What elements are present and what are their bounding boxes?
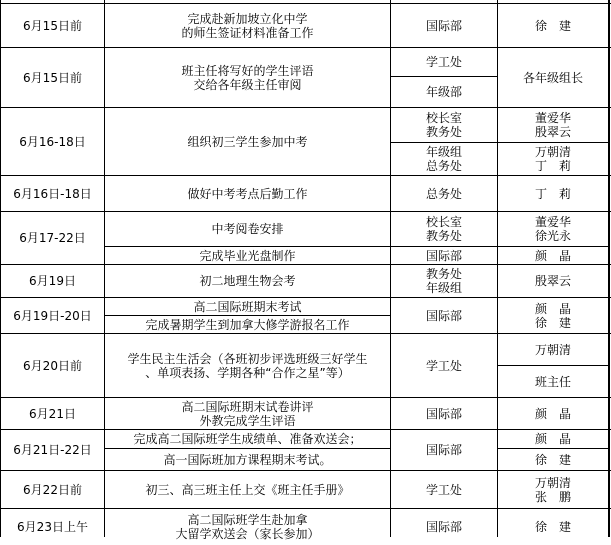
cell-text: 殷翠云 [534, 125, 571, 139]
cell-text: 校长室 [425, 215, 462, 229]
cell-text: 教务处 [425, 125, 462, 139]
cell-text: 年级组 [425, 281, 462, 295]
person-cell [498, 509, 608, 545]
cell-text: 国际部 [425, 18, 462, 33]
cell-text: 完成暑期学生到加拿大修学游报名工作 [145, 317, 350, 332]
cell-text: 总务处 [425, 186, 462, 201]
cell-text: 高二国际班期末试卷讲评 [181, 399, 314, 414]
cell-text: 做好中考考点后勤工作 [187, 186, 308, 201]
person-cell [498, 108, 608, 142]
task-cell [105, 4, 390, 47]
cell-text: 高二国际班期末考试 [193, 299, 302, 314]
person-cell [498, 48, 608, 107]
cell-text: 中考阅卷安排 [211, 222, 284, 236]
cell-text: 国际部 [425, 248, 462, 263]
date-cell [1, 4, 104, 47]
task-cell [105, 48, 390, 107]
cell-text: 组织初三学生参加中考 [187, 134, 308, 149]
cell-text: 初二地理生物会考 [199, 274, 296, 288]
cell-text: 6月21日 [29, 406, 76, 421]
task-cell [105, 265, 390, 297]
cell-text: 徐 建 [534, 452, 571, 467]
department-cell [391, 4, 497, 47]
cell-text: 丁 莉 [534, 159, 571, 173]
person-cell [498, 176, 608, 211]
cell-text: 学工处 [425, 358, 462, 373]
task-cell [105, 449, 390, 470]
cell-text: 张 鹏 [534, 489, 571, 504]
cell-text: 教务处 [425, 267, 462, 281]
task-cell [105, 509, 390, 545]
cell-text: 学工处 [425, 55, 462, 69]
date-cell [1, 398, 104, 429]
cell-text: 完成毕业光盘制作 [199, 248, 296, 263]
cell-text: 万朝清 [534, 475, 571, 490]
cell-text: 完成高二国际班学生成绩单、准备欢送会； [133, 432, 362, 446]
cell-text: 6月19日-20日 [13, 308, 92, 323]
cell-text: 丁 莉 [534, 186, 571, 201]
department-cell [391, 430, 497, 470]
task-cell [105, 398, 390, 429]
cell-text: 6月21日-22日 [13, 443, 92, 457]
cell-text: 徐 建 [534, 520, 571, 534]
cell-text: 颜 晶 [534, 248, 571, 263]
cell-text: 交给各年级主任审阅 [193, 77, 302, 92]
cell-text: 的师生签证材料准备工作 [181, 25, 314, 40]
cell-text: 颜 晶 [534, 432, 571, 446]
department-cell [391, 108, 497, 142]
department-cell [391, 48, 497, 76]
person-cell [498, 449, 608, 470]
cell-text: 总务处 [425, 159, 462, 173]
date-cell [1, 176, 104, 211]
cell-text: 董爱华 [534, 215, 571, 229]
date-cell [1, 212, 104, 264]
person-cell [498, 298, 608, 333]
cell-text: 6月15日前 [23, 18, 82, 33]
department-cell [391, 298, 497, 333]
cell-text: 外教完成学生评语 [199, 413, 296, 428]
date-cell [1, 298, 104, 333]
person-cell [498, 212, 608, 246]
cell-text: 徐光永 [534, 229, 571, 243]
cell-text: 国际部 [425, 308, 462, 323]
task-cell [105, 334, 390, 397]
task-cell [105, 298, 390, 315]
task-cell [105, 108, 390, 175]
cell-text: 教务处 [425, 229, 462, 243]
department-cell [391, 398, 497, 429]
date-cell [1, 108, 104, 175]
department-cell [391, 265, 497, 297]
task-cell [105, 247, 390, 264]
column-divider [497, 0, 498, 537]
cell-text: 各年级组长 [522, 70, 583, 85]
cell-text: 6月16-18日 [19, 134, 86, 149]
person-cell [498, 398, 608, 429]
person-cell [498, 430, 608, 448]
cell-text: 万朝清 [534, 145, 571, 159]
column-divider [390, 0, 391, 537]
department-cell [391, 212, 497, 246]
cell-text: 初三、高三班主任上交《班主任手册》 [145, 482, 350, 497]
department-cell [391, 247, 497, 264]
cell-text: 6月23日上午 [17, 520, 88, 534]
department-cell [391, 176, 497, 211]
date-cell [1, 471, 104, 508]
cell-text: 6月15日前 [23, 70, 82, 85]
date-cell [1, 509, 104, 545]
cell-text: 大留学欢送会（家长参加） [175, 527, 320, 541]
cell-text: 班主任将写好的学生评语 [181, 63, 314, 78]
date-cell [1, 430, 104, 470]
cell-text: 班主任 [534, 374, 571, 389]
cell-text: 6月22日前 [23, 482, 82, 497]
cell-text: 万朝清 [534, 342, 571, 357]
cell-text: 董爱华 [534, 111, 571, 125]
cell-text: 颜 晶 [534, 301, 571, 316]
person-cell [498, 366, 608, 397]
date-cell [1, 334, 104, 397]
person-cell [498, 247, 608, 264]
cell-text: 殷翠云 [534, 274, 571, 288]
cell-text: 6月16日-18日 [13, 186, 92, 201]
person-cell [498, 4, 608, 47]
cell-text: 6月19日 [29, 274, 76, 288]
cell-text: 6月20日前 [23, 358, 82, 373]
task-cell [105, 430, 390, 448]
person-cell [498, 143, 608, 175]
cell-text: 学工处 [425, 482, 462, 497]
cell-text: 高一国际班加方课程期末考试。 [163, 452, 332, 467]
cell-text: 、单项表扬、学期各种“合作之星”等） [145, 365, 350, 380]
cell-text: 国际部 [425, 443, 462, 457]
department-cell [391, 334, 497, 397]
task-cell [105, 316, 390, 333]
cell-text: 国际部 [425, 520, 462, 534]
cell-text: 完成赴新加坡立化中学 [187, 11, 308, 26]
person-cell [498, 334, 608, 365]
department-cell [391, 77, 497, 107]
task-cell [105, 212, 390, 246]
table-border-left [0, 0, 1, 537]
person-cell [498, 471, 608, 508]
cell-text: 颜 晶 [534, 406, 571, 421]
date-cell [1, 48, 104, 107]
person-cell [498, 265, 608, 297]
cell-text: 年级部 [425, 85, 462, 99]
task-cell [105, 471, 390, 508]
cell-text: 年级组 [425, 145, 462, 159]
cell-text: 学生民主生活会（各班初步评选班级三好学生 [127, 351, 368, 366]
cell-text: 6月17-22日 [19, 231, 86, 245]
cell-text: 校长室 [425, 111, 462, 125]
cell-text: 徐 建 [534, 315, 571, 330]
department-cell [391, 509, 497, 545]
date-cell [1, 265, 104, 297]
task-cell [105, 176, 390, 211]
cell-text: 高二国际班学生赴加拿 [187, 513, 308, 527]
department-cell [391, 143, 497, 175]
cell-text: 国际部 [425, 406, 462, 421]
table-border-right [608, 0, 610, 537]
column-divider [104, 0, 105, 537]
cell-text: 徐 建 [534, 18, 571, 33]
department-cell [391, 471, 497, 508]
